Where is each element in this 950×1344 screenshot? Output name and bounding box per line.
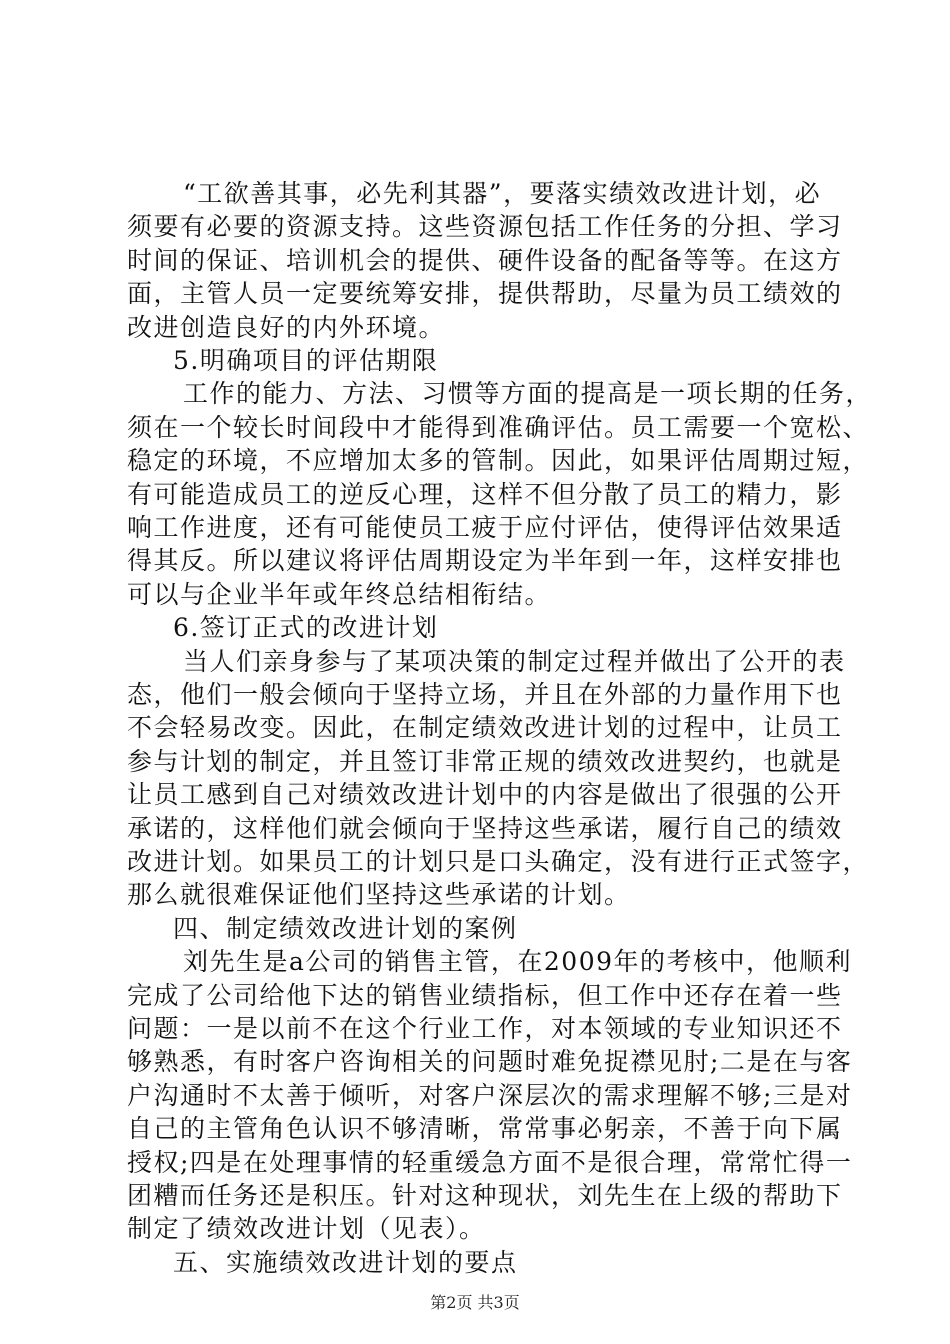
section-heading: 5.明确项目的评估期限 xyxy=(173,346,439,375)
paragraph-line: 户沟通时不太善于倾听，对客户深层次的需求理解不够;三是对 xyxy=(127,1081,853,1110)
paragraph-line: 工作的能力、方法、习惯等方面的提高是一项长期的任务， xyxy=(183,379,873,408)
paragraph-line: “工欲善其事，必先利其器”，要落实绩效改进计划，必 xyxy=(183,179,822,208)
paragraph-line: 有可能造成员工的逆反心理，这样不但分散了员工的精力，影 xyxy=(127,480,843,509)
paragraph-line: 授权;四是在处理事情的轻重缓急方面不是很合理，常常忙得一 xyxy=(127,1148,853,1177)
paragraph-line: 够熟悉，有时客户咨询相关的问题时难免捉襟见肘;二是在与客 xyxy=(127,1047,853,1076)
paragraph-line: 制定了绩效改进计划（见表）。 xyxy=(127,1214,486,1243)
paragraph-line: 那么就很难保证他们坚持这些承诺的计划。 xyxy=(127,880,631,909)
paragraph-line: 改进计划。如果员工的计划只是口头确定，没有进行正式签字， xyxy=(127,847,870,876)
paragraph-line: 自己的主管角色认识不够清晰，常常事必躬亲，不善于向下属 xyxy=(127,1114,843,1143)
paragraph-line: 面，主管人员一定要统筹安排，提供帮助，尽量为员工绩效的 xyxy=(127,279,843,308)
paragraph-line: 稳定的环境，不应增加太多的管制。因此，如果评估周期过短， xyxy=(127,446,870,475)
paragraph-line: 让员工感到自己对绩效改进计划中的内容是做出了很强的公开 xyxy=(127,780,843,809)
paragraph-line: 时间的保证、培训机会的提供、硬件设备的配备等等。在这方 xyxy=(127,246,843,275)
paragraph-line: 可以与企业半年或年终总结相衔结。 xyxy=(127,580,552,609)
paragraph-line: 问题：一是以前不在这个行业工作，对本领域的专业知识还不 xyxy=(127,1014,843,1043)
paragraph-line: 承诺的，这样他们就会倾向于坚持这些承诺，履行自己的绩效 xyxy=(127,814,843,843)
section-heading: 五、实施绩效改进计划的要点 xyxy=(173,1248,518,1277)
paragraph-line: 团糟而任务还是积压。针对这种现状，刘先生在上级的帮助下 xyxy=(127,1181,843,1210)
section-heading: 四、制定绩效改进计划的案例 xyxy=(173,914,518,943)
paragraph-line: 当人们亲身参与了某项决策的制定过程并做出了公开的表 xyxy=(183,647,846,676)
paragraph-line: 须要有必要的资源支持。这些资源包括工作任务的分担、学习 xyxy=(127,212,843,241)
paragraph-line: 须在一个较长时间段中才能得到准确评估。员工需要一个宽松、 xyxy=(127,413,870,442)
paragraph-line: 不会轻易改变。因此，在制定绩效改进计划的过程中，让员工 xyxy=(127,713,843,742)
section-heading: 6.签订正式的改进计划 xyxy=(173,613,439,642)
paragraph-line: 得其反。所以建议将评估周期设定为半年到一年，这样安排也 xyxy=(127,546,843,575)
page-footer: 第2页 共3页 xyxy=(430,1293,520,1312)
paragraph-line: 响工作进度，还有可能使员工疲于应付评估，使得评估效果适 xyxy=(127,513,843,542)
paragraph-line: 完成了公司给他下达的销售业绩指标，但工作中还存在着一些 xyxy=(127,981,843,1010)
paragraph-line: 态，他们一般会倾向于坚持立场，并且在外部的力量作用下也 xyxy=(127,680,843,709)
paragraph-line: 改进创造良好的内外环境。 xyxy=(127,313,446,342)
paragraph-line: 刘先生是a公司的销售主管，在2009年的考核中，他顺利 xyxy=(183,947,853,976)
paragraph-line: 参与计划的制定，并且签订非常正规的绩效改进契约，也就是 xyxy=(127,747,843,776)
